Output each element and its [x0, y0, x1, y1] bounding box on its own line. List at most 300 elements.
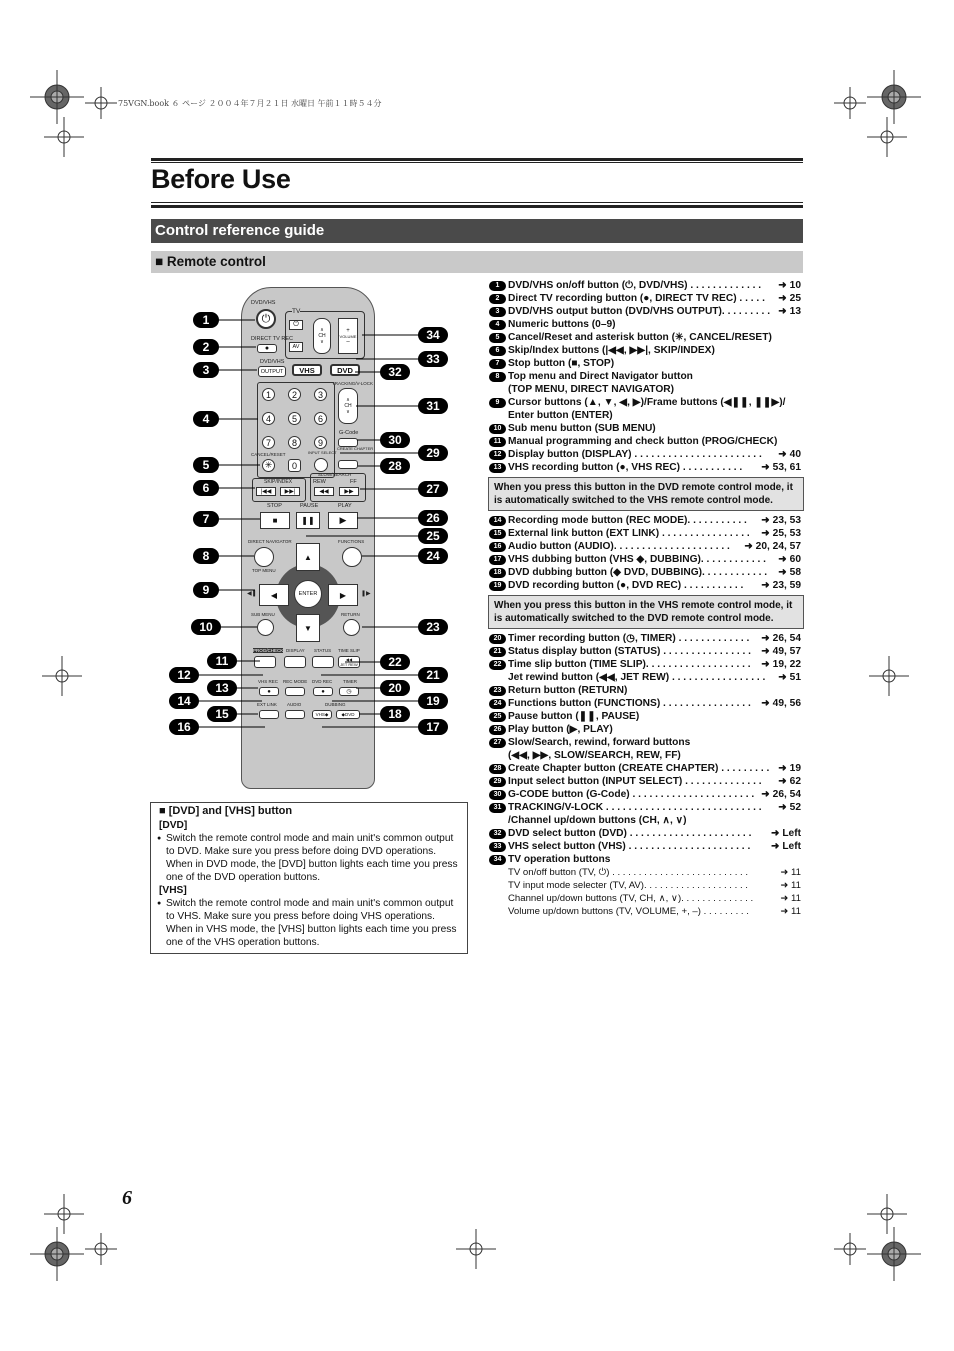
reference-item [488, 788, 806, 801]
item-number-badge: 15 [489, 529, 506, 539]
tv-av-button: AV [289, 342, 303, 352]
item-leader-dots: . . . . . . . . . . . . . . . . [660, 646, 752, 657]
tv-operation-sublist [488, 866, 806, 918]
reference-item [488, 775, 806, 788]
item-number-badge: 7 [489, 359, 506, 369]
vhs-label: [VHS] [159, 885, 187, 896]
reference-item [488, 553, 806, 566]
tv-ch-rocker: ∧ CH ∨ [313, 318, 331, 354]
reference-item [488, 435, 806, 448]
dubbing-label: DUBBING [325, 702, 346, 707]
item-text: G-CODE button (G-Code) [508, 789, 630, 800]
item-page-ref: ➜ 19 [778, 763, 801, 774]
item-page-ref: ➜ 53, 61 [761, 462, 801, 473]
return-label: RETURN [341, 612, 360, 617]
callout-16: 16 [169, 719, 199, 735]
callout-22: 22 [380, 654, 410, 670]
item-text: Cancel/Reset and asterisk button (✳, CANCEL/RESET) [508, 332, 772, 343]
item-text: Recording mode button (REC MODE) [508, 515, 688, 526]
fast-forward-button: ▶▶ [339, 487, 359, 496]
reference-item [488, 422, 806, 435]
tv-volume-rocker: + VOLUME – [338, 318, 358, 354]
item-leader-dots: . . . . . . . . . . . [687, 515, 747, 526]
item-page-ref: ➜ 49, 57 [761, 646, 801, 657]
rewind-button: ◀◀ [314, 487, 334, 496]
item-leader-dots: . . . . . . . . . . . . . . [681, 893, 754, 904]
item-continuation [488, 383, 806, 396]
item-number-badge: 23 [489, 686, 506, 696]
item-page-ref: ➜ Left [770, 828, 801, 839]
sub-item-text: TV input mode selecter (TV, AV) [508, 880, 644, 891]
item-leader-dots: . . . . . . . . . . . . . . . . . . . . . [613, 541, 730, 552]
item-number-badge: 5 [489, 333, 506, 343]
digit-8-button: 8 [288, 436, 301, 449]
item-page-ref: ➜ 19, 22 [761, 659, 801, 670]
item-number-badge: 18 [489, 568, 506, 578]
callout-20: 20 [380, 680, 410, 696]
item-number-badge: 22 [489, 660, 506, 670]
item-page-ref: ➜ 26, 54 [761, 633, 801, 644]
top-menu-label: TOP MENU [252, 568, 276, 573]
jet-rew-label: JET REW [340, 662, 358, 667]
reference-item [488, 292, 806, 305]
vhs-select-button: VHS [292, 364, 322, 376]
item-text: Status display button (STATUS) [508, 646, 661, 657]
reference-group-2 [488, 514, 806, 592]
reference-item [488, 566, 806, 579]
item-number-badge: 29 [489, 777, 506, 787]
reference-item [488, 853, 806, 866]
item-page-ref: ➜ 58 [778, 567, 801, 578]
cancel-reset-label: CANCEL/RESET [251, 452, 286, 457]
tracking-label: TRACKING/V-LOCK [332, 381, 374, 386]
item-leader-dots: . . . . . [736, 293, 765, 304]
reference-item [488, 540, 806, 553]
item-leader-dots: . . . . . . . . . . . . . . . . . . . . [643, 880, 748, 891]
item-leader-dots: . . . . . . . . . . . . . . . . . . . . . . . . . . [609, 867, 749, 878]
frame-forward-icon: ❚▶ [361, 591, 371, 597]
play-label: PLAY [338, 503, 352, 509]
cursor-up-button: ▲ [296, 543, 320, 571]
button-reference-list [488, 279, 806, 918]
callout-32: 32 [380, 364, 410, 380]
digit-3-button: 3 [314, 388, 327, 401]
tv-ch-label: CH [318, 333, 326, 339]
audio-label: AUDIO [287, 702, 302, 707]
item-page-ref: ➜ 25, 53 [761, 528, 801, 539]
timer-button: ◷ [339, 687, 359, 696]
input-select-label: INPUT SELECT [308, 450, 337, 455]
page-title: Before Use [151, 164, 291, 194]
item-text: Play button (▶, PLAY) [508, 724, 613, 735]
tv-sub-item [488, 879, 806, 892]
item-number-badge: 26 [489, 725, 506, 735]
item-text: DVD dubbing button (◆ DVD, DUBBING) [508, 567, 703, 578]
timer-label: TIMER [343, 679, 357, 684]
dvd-select-button: DVD [330, 364, 360, 376]
item-page-ref: ➜ 40 [778, 449, 801, 460]
reference-item [488, 461, 806, 474]
functions-label: FUNCTIONS [338, 539, 365, 544]
item-text: TRACKING/V-LOCK [508, 802, 604, 813]
item-page-ref: ➜ 49, 56 [761, 698, 801, 709]
item-text: VHS dubbing button (VHS ◆, DUBBING) [508, 554, 701, 565]
item-leader-dots: . . . . . . . . . . . . [700, 554, 766, 565]
digit-1-button: 1 [262, 388, 275, 401]
callout-14: 14 [169, 693, 199, 709]
tv-sub-item [488, 866, 806, 879]
reference-item [488, 697, 806, 710]
info-box-heading: ■ [DVD] and [VHS] button [159, 805, 293, 817]
item-leader-dots: . . . . . . . . . . . [679, 462, 743, 473]
callout-7: 7 [193, 511, 219, 527]
dvd-vhs-power-button: ⏻ [256, 309, 276, 329]
reference-item [488, 579, 806, 592]
item-number-badge: 33 [489, 842, 506, 852]
item-page-ref: ➜ 26, 54 [761, 789, 801, 800]
item-continuation-text: /Channel up/down buttons (CH, ∧, ∨) [508, 815, 687, 826]
frame-back-icon: ◀❚ [247, 591, 257, 597]
dvd-label: [DVD] [159, 820, 188, 831]
reference-item [488, 305, 806, 318]
reference-item [488, 645, 806, 658]
dvd-description: ● Switch the remote control mode and main unit's common output to DVD. Make sure you press before doing DVD operations. When in DVD mode, the [DVD] button lights each time you press one of the DVD operation buttons. [159, 832, 459, 884]
callout-31: 31 [418, 398, 448, 414]
item-text: Return button (RETURN) [508, 685, 628, 696]
item-leader-dots: . . . . . . . . . . . . . [675, 633, 750, 644]
item-page-ref: ➜ 10 [778, 280, 801, 291]
time-slip-label: TIME SLIP [338, 648, 360, 653]
item-leader-dots: . . . . . . . . . . . [681, 580, 744, 591]
dvd-rec-label: DVD REC [312, 679, 333, 684]
item-number-badge: 31 [489, 803, 506, 813]
display-label: DISPLAY [286, 648, 305, 653]
callout-6: 6 [193, 480, 219, 496]
item-number-badge: 2 [489, 294, 506, 304]
dvd-vhs-button-info-box [150, 802, 468, 954]
skip-index-label: SKIP/INDEX [264, 479, 293, 485]
reference-item [488, 827, 806, 840]
item-page-ref: ➜ 60 [778, 554, 801, 565]
item-leader-dots: . . . . . . . . . . . . . . . . . . . . . . [625, 841, 751, 852]
item-text: Sub menu button (SUB MENU) [508, 423, 656, 434]
print-header-note: 75VGN.book ６ ページ ２００４年７月２１日 水曜日 午前１１時５４分 [118, 99, 382, 108]
item-text: Cursor buttons (▲, ▼, ◀, ▶)/Frame buttons (◀❚❚, ❚❚▶)/ [508, 397, 786, 408]
item-continuation [488, 409, 806, 422]
item-text: DVD/VHS output button (DVD/VHS OUTPUT) [508, 306, 722, 317]
item-text: Pause button (❚❚, PAUSE) [508, 711, 640, 722]
callout-10: 10 [191, 619, 221, 635]
play-button: ▶ [328, 512, 358, 529]
item-number-badge: 11 [489, 437, 506, 447]
reference-group-3 [488, 632, 806, 866]
item-page-ref: ➜ 13 [778, 306, 801, 317]
item-number-badge: 24 [489, 699, 506, 709]
dvd-rec-button: ● [313, 687, 333, 696]
reference-item [488, 762, 806, 775]
reference-item [488, 736, 806, 749]
item-number-badge: 13 [489, 463, 506, 473]
item-page-ref: ➜ 23, 59 [761, 580, 801, 591]
item-page-ref: ➜ 23, 53 [761, 515, 801, 526]
item-text: Create Chapter button (CREATE CHAPTER) [508, 763, 719, 774]
item-text: VHS select button (VHS) [508, 841, 626, 852]
callout-19: 19 [418, 693, 448, 709]
item-page-ref: ➜ 52 [778, 802, 801, 813]
jet-rew-button: ◀◀ JET REW [338, 656, 360, 668]
item-text: Numeric buttons (0–9) [508, 319, 616, 330]
item-page-ref: ➜ 11 [780, 893, 801, 904]
item-leader-dots: . . . . . . . . . . . . . . . . . . . . . . [629, 789, 755, 800]
callout-27: 27 [418, 481, 448, 497]
item-number-badge: 6 [489, 346, 506, 356]
reference-item [488, 318, 806, 331]
tv-power-button: ⏻ [289, 320, 303, 330]
item-number-badge: 34 [489, 855, 506, 865]
callout-18: 18 [380, 706, 410, 722]
subsection-heading: ■ Remote control [151, 251, 803, 273]
item-number-badge: 1 [489, 281, 506, 291]
tv-label: TV [292, 308, 301, 315]
page-number: 6 [122, 1187, 132, 1209]
item-leader-dots: . . . . . . . . . [700, 906, 749, 917]
sub-menu-label: SUB MENU [251, 612, 275, 617]
dvd-dubbing-button: ◆DVD [336, 710, 360, 719]
reference-item [488, 658, 806, 671]
item-leader-dots: . . . . . . . . . . . . . . . . . [669, 672, 766, 683]
item-page-ref: ➜ 11 [780, 880, 801, 891]
callout-33: 33 [418, 351, 448, 367]
tv-sub-item [488, 892, 806, 905]
reference-group-1 [488, 279, 806, 474]
tracking-ch-rocker: ∧ CH ∨ [338, 388, 358, 424]
item-number-badge: 10 [489, 424, 506, 434]
item-text: Timer recording button (◷, TIMER) [508, 633, 676, 644]
callout-26: 26 [418, 510, 448, 526]
item-page-ref: ➜ 51 [778, 672, 801, 683]
item-leader-dots: . . . . . . . . . [718, 763, 770, 774]
dvd-mode-note: When you press this button in the DVD remote control mode, it is automatically switched to the VHS remote control mode. [488, 477, 804, 511]
asterisk-button: ✳ [262, 459, 275, 472]
item-text: Audio button (AUDIO) [508, 541, 614, 552]
callout-15: 15 [207, 706, 237, 722]
reference-item [488, 514, 806, 527]
reference-item [488, 396, 806, 409]
sub-item-text: Volume up/down buttons (TV, VOLUME, +, –) [508, 906, 701, 917]
item-text: Manual programming and check button (PROG/CHECK) [508, 436, 778, 447]
item-number-badge: 12 [489, 450, 506, 460]
item-text: Skip/Index buttons (|◀◀, ▶▶|, SKIP/INDEX) [508, 345, 715, 356]
item-text: Functions button (FUNCTIONS) [508, 698, 661, 709]
cursor-right-button: ▶ [328, 584, 358, 606]
item-number-badge: 8 [489, 372, 506, 382]
reference-item [488, 710, 806, 723]
ff-label: FF [350, 479, 357, 485]
vhs-rec-button: ● [259, 687, 279, 696]
item-number-badge: 17 [489, 555, 506, 565]
item-number-badge: 27 [489, 738, 506, 748]
callout-8: 8 [193, 548, 219, 564]
item-number-badge: 25 [489, 712, 506, 722]
ext-link-label: EXT LINK [257, 702, 277, 707]
callout-1: 1 [193, 312, 219, 328]
reference-item [488, 370, 806, 383]
item-text: Direct TV recording button (●, DIRECT TV REC) [508, 293, 737, 304]
item-text: Time slip button (TIME SLIP) [508, 659, 646, 670]
item-leader-dots: . . . . . . . . . . . . . . . . . . . . . . [626, 828, 752, 839]
callout-2: 2 [193, 339, 219, 355]
callout-23: 23 [418, 619, 448, 635]
callout-4: 4 [193, 411, 219, 427]
item-number-badge: 4 [489, 320, 506, 330]
item-page-ref: ➜ 11 [780, 867, 801, 878]
dvd-vhs-label: DVD/VHS [251, 300, 276, 306]
digit-7-button: 7 [262, 436, 275, 449]
callout-12: 12 [169, 667, 199, 683]
callout-13: 13 [207, 680, 237, 696]
callout-11: 11 [207, 653, 237, 669]
callout-9: 9 [193, 582, 219, 598]
item-number-badge: 20 [489, 634, 506, 644]
slow-search-label: SLOW/SEARCH [318, 472, 352, 477]
reference-item [488, 279, 806, 292]
digit-5-button: 5 [288, 412, 301, 425]
tv-volume-label: VOLUME [339, 333, 357, 339]
item-leader-dots: . . . . . . . . . . . . . . . . . . . . . . . . . . . . [603, 802, 762, 813]
item-leader-dots: . . . . . . . . . . . . . . . . [660, 698, 751, 709]
item-continuation-text: Jet rewind button (◀◀, JET REW) [508, 672, 670, 683]
item-number-badge: 32 [489, 829, 506, 839]
item-continuation-text: Enter button (ENTER) [508, 410, 613, 421]
digit-4-button: 4 [262, 412, 275, 425]
sub-item-text: Channel up/down buttons (TV, CH, ∧, ∨) [508, 893, 682, 904]
status-label: STATUS [314, 648, 332, 653]
item-text: Top menu and Direct Navigator button [508, 371, 693, 382]
item-number-badge: 30 [489, 790, 506, 800]
item-continuation-text: (TOP MENU, DIRECT NAVIGATOR) [508, 384, 675, 395]
output-button: OUTPUT [258, 366, 286, 377]
item-leader-dots: . . . . . . . . . . . . [702, 567, 768, 578]
callout-3: 3 [193, 362, 219, 378]
item-text: Stop button (■, STOP) [508, 358, 615, 369]
reference-item [488, 344, 806, 357]
item-text: External link button (EXT LINK) [508, 528, 660, 539]
callout-30: 30 [380, 432, 410, 448]
cursor-left-button: ◀ [259, 584, 289, 606]
prog-check-label: PROG/CHECK [253, 648, 284, 653]
digit-0-button: 0 [288, 459, 301, 472]
vhs-rec-label: VHS REC [258, 679, 279, 684]
item-text: Slow/Search, rewind, forward buttons [508, 737, 691, 748]
vhs-description: ● Switch the remote control mode and main unit's common output to VHS. Make sure you press before doing VHS operations. When in VHS mode, the [VHS] button lights each time you press one of the VHS operation buttons. [159, 897, 459, 949]
skip-back-button: |◀◀ [256, 487, 276, 496]
stop-button: ■ [260, 512, 290, 529]
reference-item [488, 357, 806, 370]
reference-item [488, 448, 806, 461]
reference-item [488, 632, 806, 645]
callout-25: 25 [418, 528, 448, 544]
item-leader-dots: . . . . . . . . . . . . . . . . . . . [645, 659, 751, 670]
item-number-badge: 19 [489, 581, 506, 591]
vhs-dubbing-button: VHS◆ [312, 710, 332, 719]
item-text: DVD select button (DVD) [508, 828, 627, 839]
direct-navigator-label: DIRECT NAVIGATOR [248, 539, 292, 544]
item-page-ref: ➜ 25 [778, 293, 801, 304]
item-number-badge: 3 [489, 307, 506, 317]
item-number-badge: 16 [489, 542, 506, 552]
item-page-ref: ➜ 11 [780, 906, 801, 917]
reference-item [488, 331, 806, 344]
item-continuation-text: (◀◀, ▶▶, SLOW/SEARCH, REW, FF) [508, 750, 681, 761]
enter-button: ENTER [294, 580, 322, 608]
gcode-label: G-Code [339, 430, 359, 436]
tv-sub-item [488, 905, 806, 918]
callout-29: 29 [418, 445, 448, 461]
direct-tv-rec-label: DIRECT TV REC [251, 336, 293, 342]
digit-9-button: 9 [314, 436, 327, 449]
callout-28: 28 [380, 458, 410, 474]
item-number-badge: 14 [489, 516, 506, 526]
output-dvd-vhs-label: DVD/VHS [260, 359, 285, 365]
stop-label: STOP [267, 503, 282, 509]
item-continuation [488, 671, 806, 684]
rew-label: REW [313, 479, 326, 485]
callout-34: 34 [418, 327, 448, 343]
item-text: TV operation buttons [508, 854, 611, 865]
item-text: VHS recording button (●, VHS REC) [508, 462, 680, 473]
reference-item [488, 801, 806, 814]
item-page-ref: ➜ Left [770, 841, 801, 852]
item-text: Display button (DISPLAY) [508, 449, 632, 460]
item-page-ref: ➜ 20, 24, 57 [744, 541, 801, 552]
reference-item [488, 840, 806, 853]
create-chapter-label: CREATE CHAPTER [337, 446, 374, 451]
callout-5: 5 [193, 457, 219, 473]
callout-21: 21 [418, 667, 448, 683]
reference-item [488, 684, 806, 697]
item-continuation [488, 749, 806, 762]
direct-tv-rec-button: ● [257, 344, 277, 353]
pause-button: ❚❚ [296, 512, 320, 529]
item-continuation [488, 814, 806, 827]
item-number-badge: 21 [489, 647, 506, 657]
item-leader-dots: . . . . . . . . . . . . . . . . . . . . . . . [631, 449, 762, 460]
cursor-down-button: ▼ [296, 614, 320, 642]
item-number-badge: 28 [489, 764, 506, 774]
callout-24: 24 [418, 548, 448, 564]
item-text: DVD recording button (●, DVD REC) [508, 580, 682, 591]
item-page-ref: ➜ 62 [778, 776, 801, 787]
reference-item [488, 723, 806, 736]
item-text: DVD/VHS on/off button (⏻, DVD/VHS) [508, 280, 688, 291]
tracking-ch-label: CH [344, 403, 352, 409]
pause-label: PAUSE [300, 503, 319, 509]
section-heading: Control reference guide [151, 219, 803, 243]
digit-2-button: 2 [288, 388, 301, 401]
item-leader-dots: . . . . . . . . . . . . . [687, 280, 762, 291]
skip-forward-button: ▶▶| [280, 487, 300, 496]
digit-6-button: 6 [314, 412, 327, 425]
item-leader-dots: . . . . . . . . . . . . . . [682, 776, 762, 787]
vhs-mode-note: When you press this button in the VHS remote control mode, it is automatically switched to the DVD remote control mode. [488, 595, 804, 629]
rec-mode-label: REC MODE [283, 679, 308, 684]
sub-item-text: TV on/off button (TV, ⏻) [508, 867, 610, 878]
item-text: Input select button (INPUT SELECT) [508, 776, 683, 787]
item-leader-dots: . . . . . . . . . . . . . . . . [659, 528, 750, 539]
reference-item [488, 527, 806, 540]
item-number-badge: 9 [489, 398, 506, 408]
item-leader-dots: . . . . . . . . . [721, 306, 771, 317]
